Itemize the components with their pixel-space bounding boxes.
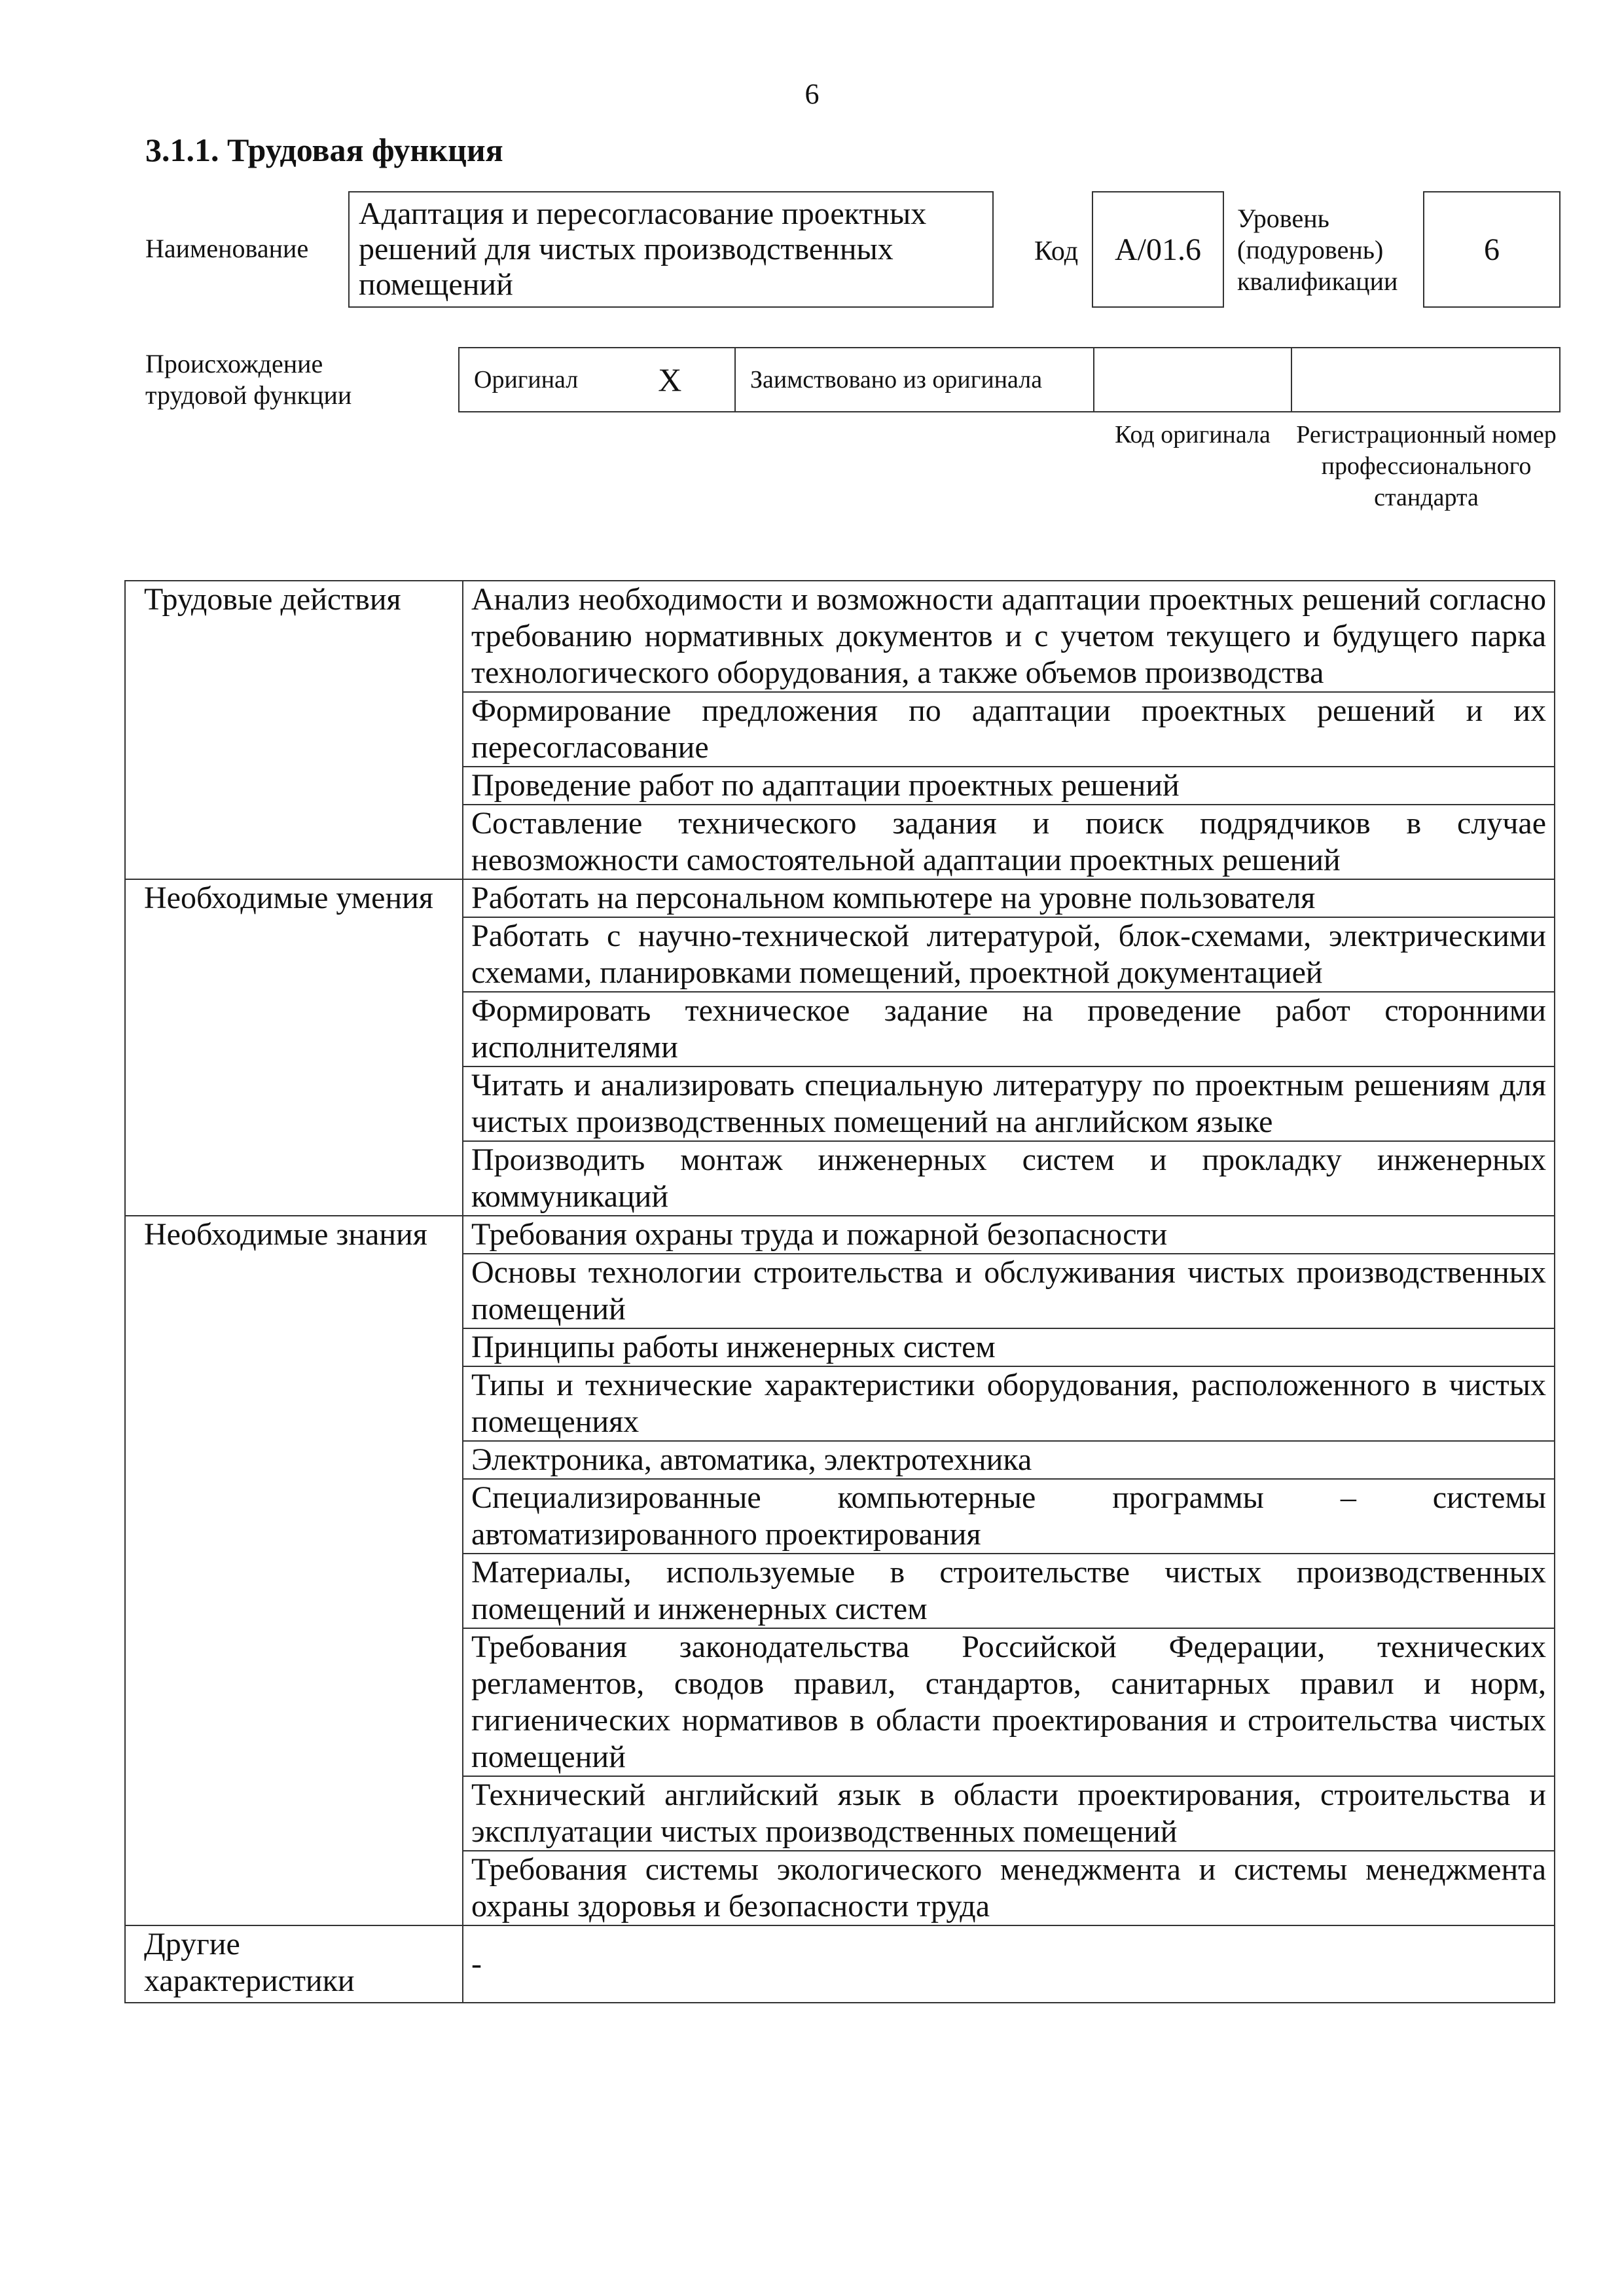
table-cell: Электроника, автоматика, электротехника bbox=[463, 1441, 1555, 1479]
table-cell: Производить монтаж инженерных систем и прокладку инженерных коммуникаций bbox=[463, 1141, 1555, 1216]
code-label: Код bbox=[1034, 236, 1079, 266]
table-cell: Основы технологии строительства и обслуживания чистых производственных помещений bbox=[463, 1254, 1555, 1328]
labor-function-table bbox=[124, 580, 1555, 2003]
table-cell: - bbox=[463, 1925, 1555, 2003]
original-code-cell bbox=[1094, 348, 1292, 411]
category-skills: Необходимые умения bbox=[125, 879, 463, 1216]
table-cell: Проведение работ по адаптации проектных решений bbox=[463, 767, 1555, 805]
table-row bbox=[125, 581, 1555, 692]
table-cell: Формирование предложения по адаптации проектных решений и их пересогласование bbox=[463, 692, 1555, 767]
level-value-box: 6 bbox=[1423, 191, 1561, 308]
page-number: 6 bbox=[804, 78, 820, 110]
table-cell: Читать и анализировать специальную литературу по проектным решениям для чистых производственных помещений на английском языке bbox=[463, 1066, 1555, 1141]
table-cell: Технический английский язык в области проектирования, строительства и эксплуатации чистых производственных помещений bbox=[463, 1776, 1555, 1851]
borrowed-cell: Заимствовано из оригинала bbox=[736, 348, 1094, 411]
reg-number-cell bbox=[1292, 348, 1559, 411]
table-cell: Работать с научно-технической литературой, блок-схемами, электрическими схемами, планировками помещений, проектной документацией bbox=[463, 917, 1555, 992]
level-label: Уровень (подуровень) квалификации bbox=[1237, 204, 1398, 296]
table-cell: Требования законодательства Российской Федерации, технических регламентов, сводов правил, стандартов, санитарных правил и норм, гигиенических нормативов в области проектирования и строительства чистых помещений bbox=[463, 1628, 1555, 1776]
original-mark: X bbox=[658, 361, 682, 398]
section-title: 3.1.1. Трудовая функция bbox=[145, 132, 503, 168]
original-label: Оригинал bbox=[474, 366, 579, 393]
table-cell: Работать на персональном компьютере на уровне пользователя bbox=[463, 879, 1555, 917]
table-cell: Анализ необходимости и возможности адаптации проектных решений согласно требованию нормативных документов и с учетом текущего и будущего парка технологического оборудования, а также объемов производства bbox=[463, 581, 1555, 692]
table-cell: Составление технического задания и поиск подрядчиков в случае невозможности самостоятельной адаптации проектных решений bbox=[463, 805, 1555, 879]
table-cell: Требования охраны труда и пожарной безопасности bbox=[463, 1216, 1555, 1254]
table-cell: Специализированные компьютерные программы – системы автоматизированного проектирования bbox=[463, 1479, 1555, 1554]
table-row bbox=[125, 1216, 1555, 1254]
name-label: Наименование bbox=[145, 234, 309, 263]
origin-label: Происхождение трудовой функции bbox=[145, 349, 352, 410]
code-value-box: А/01.6 bbox=[1092, 191, 1224, 308]
table-cell: Типы и технические характеристики оборудования, расположенного в чистых помещениях bbox=[463, 1366, 1555, 1441]
table-cell: Требования системы экологического менеджмента и системы менеджмента охраны здоровья и безопасности труда bbox=[463, 1851, 1555, 1925]
origin-original-cell bbox=[460, 348, 736, 411]
table-cell: Принципы работы инженерных систем bbox=[463, 1328, 1555, 1366]
original-code-caption: Код оригинала bbox=[1115, 421, 1271, 448]
reg-number-caption: Регистрационный номер профессионального стандарта bbox=[1296, 421, 1557, 511]
category-knowledge: Необходимые знания bbox=[125, 1216, 463, 1925]
origin-row bbox=[458, 347, 1561, 412]
category-other: Другие характеристики bbox=[125, 1925, 463, 2003]
table-row bbox=[125, 1925, 1555, 2003]
table-cell: Материалы, используемые в строительстве чистых производственных помещений и инженерных систем bbox=[463, 1554, 1555, 1628]
category-labor-actions: Трудовые действия bbox=[125, 581, 463, 879]
function-name-box: Адаптация и пересогласование проектных решений для чистых производственных помещений bbox=[348, 191, 994, 308]
table-cell: Формировать техническое задание на проведение работ сторонними исполнителями bbox=[463, 992, 1555, 1066]
table-row bbox=[125, 879, 1555, 917]
